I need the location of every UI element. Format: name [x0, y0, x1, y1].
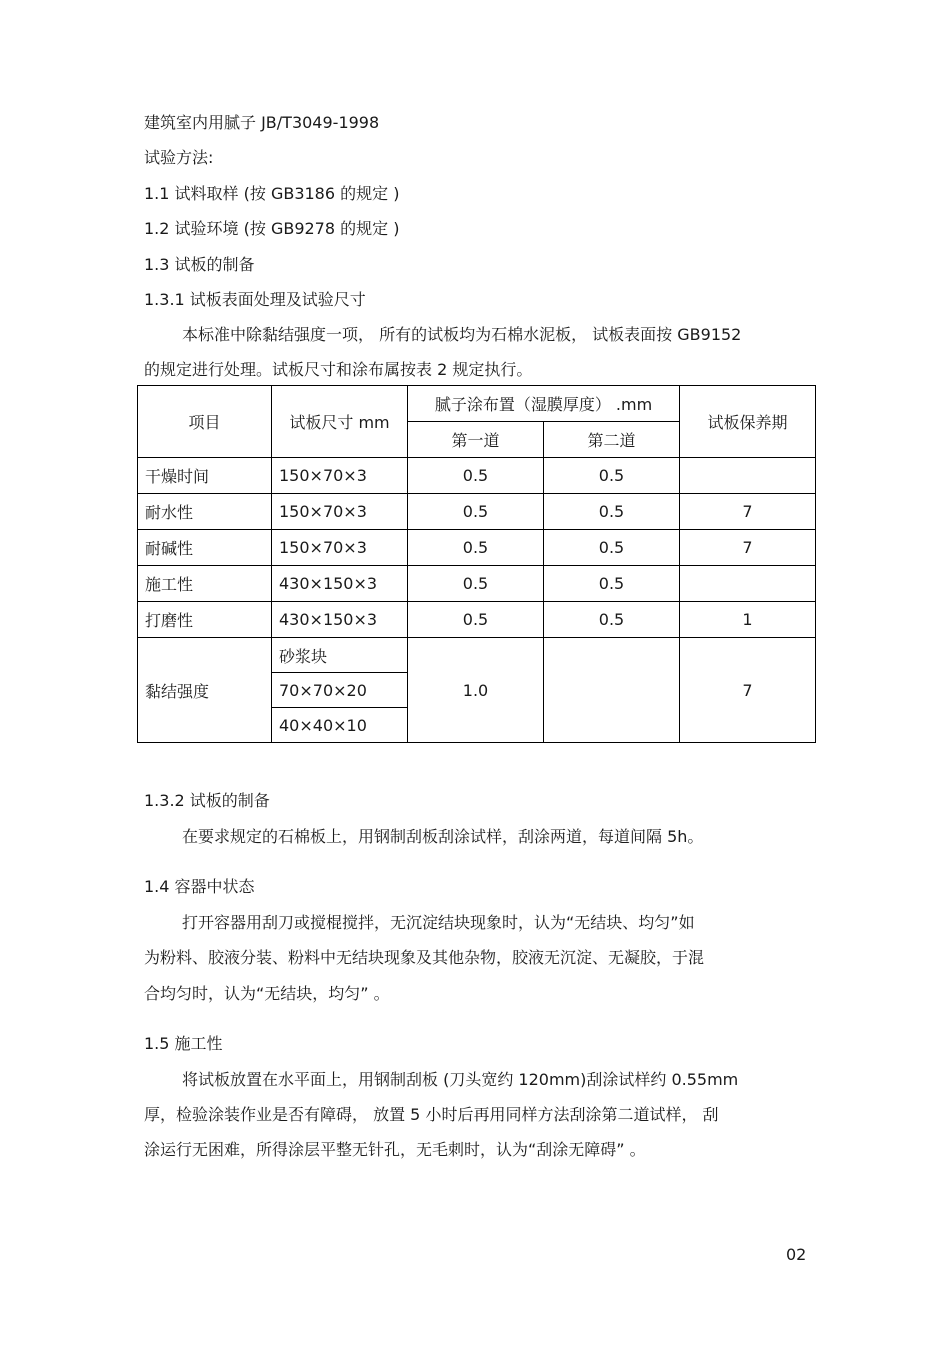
paragraph-line: 打开容器用刮刀或搅棍搅拌，无沉淀结块现象时，认为“无结块、均匀”如 [182, 913, 695, 932]
table-row [138, 458, 816, 494]
table-row-bond [138, 638, 816, 673]
paragraph-line: 为粉料、胶液分装、粉料中无结块现象及其他杂物，胶液无沉淀、无凝胶，于混 [144, 948, 705, 967]
table-row [138, 566, 816, 602]
cell-size: 砂浆块 [272, 638, 408, 673]
cell-size: 150×70×3 [272, 458, 408, 494]
cell-item: 干燥时间 [138, 458, 272, 494]
header-size: 试板尺寸 mm [272, 386, 408, 458]
section-1-1: 1.1 试料取样 (按 GB3186 的规定 ) [144, 184, 400, 203]
paragraph-line: 涂运行无困难，所得涂层平整无针孔，无毛刺时，认为“刮涂无障碍” 。 [144, 1140, 646, 1159]
paragraph-line: 合均匀时，认为“无结块，均匀” 。 [144, 984, 390, 1003]
cell-coat2: 0.5 [544, 530, 680, 566]
cell-cure: 7 [680, 530, 816, 566]
page-number: 02 [786, 1245, 807, 1264]
paragraph-line: 本标准中除黏结强度一项， 所有的试板均为石棉水泥板， 试板表面按 GB9152 [182, 325, 742, 344]
cell-item: 黏结强度 [138, 638, 272, 743]
header-curing: 试板保养期 [680, 386, 816, 458]
cell-size: 40×40×10 [272, 708, 408, 743]
cell-cure: 7 [680, 638, 816, 743]
cell-item: 耐碱性 [138, 530, 272, 566]
cell-coat2: 0.5 [544, 494, 680, 530]
header-second-coat: 第二道 [544, 422, 680, 458]
cell-coat2 [544, 638, 680, 743]
cell-cure [680, 458, 816, 494]
cell-coat1: 0.5 [408, 494, 544, 530]
specimen-table [137, 385, 816, 743]
paragraph-line: 厚，检验涂装作业是否有障碍， 放置 5 小时后再用同样方法刮涂第二道试样， 刮 [144, 1105, 719, 1124]
cell-coat2: 0.5 [544, 566, 680, 602]
table-row [138, 530, 816, 566]
cell-item: 施工性 [138, 566, 272, 602]
cell-size: 70×70×20 [272, 673, 408, 708]
header-coating: 腻子涂布置（湿膜厚度） .mm [408, 386, 680, 422]
cell-coat1: 0.5 [408, 458, 544, 494]
cell-size: 430×150×3 [272, 602, 408, 638]
paragraph-line: 在要求规定的石棉板上，用钢制刮板刮涂试样，刮涂两道，每道间隔 5h。 [182, 827, 704, 846]
document-title: 建筑室内用腻子 JB/T3049-1998 [144, 113, 380, 132]
cell-cure: 1 [680, 602, 816, 638]
section-1-3: 1.3 试板的制备 [144, 255, 255, 274]
cell-coat1: 0.5 [408, 602, 544, 638]
cell-coat1: 1.0 [408, 638, 544, 743]
cell-size: 430×150×3 [272, 566, 408, 602]
cell-cure: 7 [680, 494, 816, 530]
header-first-coat: 第一道 [408, 422, 544, 458]
method-heading: 试验方法: [144, 148, 214, 167]
cell-coat2: 0.5 [544, 458, 680, 494]
section-1-3-2: 1.3.2 试板的制备 [144, 791, 270, 810]
cell-item: 打磨性 [138, 602, 272, 638]
cell-cure [680, 566, 816, 602]
header-item: 项目 [138, 386, 272, 458]
section-1-2: 1.2 试验环境 (按 GB9278 的规定 ) [144, 219, 400, 238]
section-1-3-1: 1.3.1 试板表面处理及试验尺寸 [144, 290, 366, 309]
cell-coat1: 0.5 [408, 530, 544, 566]
section-1-5: 1.5 施工性 [144, 1034, 223, 1053]
cell-item: 耐水性 [138, 494, 272, 530]
table-row [138, 494, 816, 530]
paragraph-line: 的规定进行处理。试板尺寸和涂布属按表 2 规定执行。 [144, 360, 533, 379]
section-1-4: 1.4 容器中状态 [144, 877, 255, 896]
cell-coat2: 0.5 [544, 602, 680, 638]
cell-coat1: 0.5 [408, 566, 544, 602]
paragraph-line: 将试板放置在水平面上，用钢制刮板 (刀头宽约 120mm)刮涂试样约 0.55mm [182, 1070, 739, 1089]
table-row [138, 602, 816, 638]
cell-size: 150×70×3 [272, 494, 408, 530]
cell-size: 150×70×3 [272, 530, 408, 566]
